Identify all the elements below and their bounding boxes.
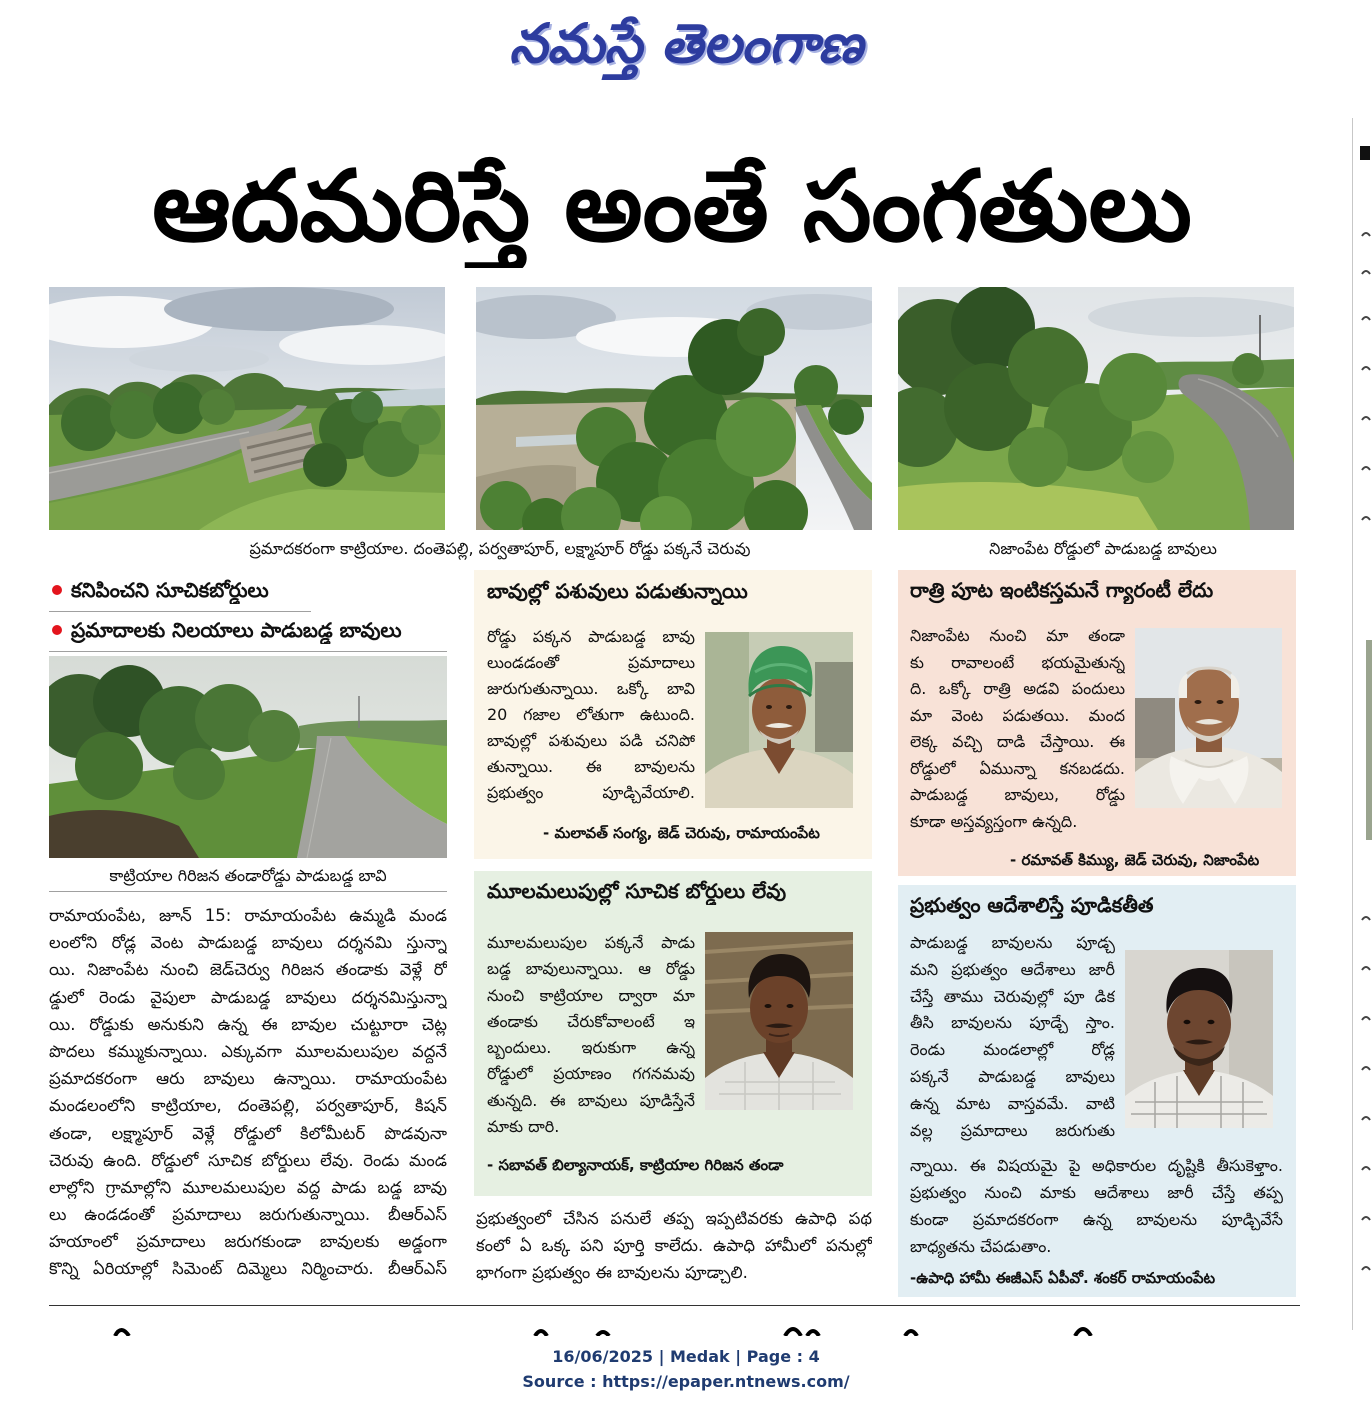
text-line: కంలో ఏ ఒక్క పని పూర్తి కాలేదు. ఉపాధి హామీలో పనుల్లో	[476, 1236, 872, 1255]
text-line: లెక్క వచ్చి దాడి చేస్తాయి. ఈ	[910, 732, 1125, 751]
text-line: జురుగుతున్నాయి. ఒక్కో బావి	[487, 679, 695, 698]
text-line: తున్నాయి. ఈ బావులను	[487, 757, 695, 776]
text-line: ప్రభుత్వం నుంచి మాకు ఆదేశాలు జారీ చేస్తే తప్ప	[910, 1183, 1283, 1202]
text-line: లుండడంతో ప్రమాదాలు	[487, 653, 695, 672]
portrait-malavath-sangya	[705, 632, 853, 808]
footer-source-link[interactable]: Source : https://epaper.ntnews.com/	[522, 1372, 850, 1391]
text-line: బావుల్లో పశువులు పడి చనిపో	[487, 731, 695, 750]
portrait-image	[705, 932, 853, 1110]
text-line: మూలమలుపుల పక్కనే పాడు	[487, 933, 695, 952]
highlight-text: ప్రమాదాలకు నిలయాలు పాడుబడ్డ బావులు	[71, 618, 402, 642]
text-line: తీసి బావులను పూడ్చే స్తాం.	[910, 1013, 1115, 1033]
text-line: మా వెంట పడుతయి. మంద	[910, 705, 1125, 725]
text-line: బాధ్యతను చేపడుతాం.	[910, 1237, 1052, 1256]
text-line: చేస్తే తాము చెరువుల్లో పూ డిక	[910, 986, 1115, 1006]
divider	[49, 611, 311, 612]
photo-caption-road-ponds: ప్రమాదకరంగా కాట్రియాల. దంతెపల్లి, పర్వతాపూర్, లక్ష్మాపూర్ రోడ్డు పక్కనే చెరువు	[249, 539, 751, 558]
text-line: హయాంలో ప్రమాదాలు జరుగకుండా బావులకు అడ్డంగా	[49, 1232, 447, 1252]
footer-edition-line: 16/06/2025 | Medak | Page : 4	[552, 1347, 820, 1366]
text-line: రెండు మండలాల్లో రోడ్ల	[910, 1040, 1115, 1060]
page-headline: ఆదమరిస్తే అంతే సంగతులు	[152, 150, 1192, 264]
bullet-dot	[52, 625, 62, 635]
quote-heading: మూలమలుపుల్లో సూచిక బోర్డులు లేవు	[487, 879, 787, 903]
text-line: పాడుబడ్డ బావులు, రోడ్డు	[910, 785, 1125, 804]
highlight-item	[49, 616, 447, 644]
quote-heading: ప్రభుత్వం ఆదేశాలిస్తే పూడికతీత	[910, 893, 1154, 917]
portrait-ramavath-kimyu	[1135, 628, 1282, 808]
masthead-logo: నమస్తే తెలంగాణ	[509, 12, 863, 75]
text-line: ప్రభుత్వం పూడ్చివేయాలి.	[487, 783, 695, 802]
text-line: కు రావాలంటే భయమైతున్న	[910, 652, 1125, 672]
text-line: బడ్డ బావులున్నాయి. ఆ రోడ్డు	[487, 959, 695, 979]
divider	[49, 651, 447, 652]
text-line: తండా, లక్ష్మాపూర్ వెళ్లే రోడ్డులో కిలోమీటర్ పొడవునా	[49, 1123, 447, 1143]
text-line: తండాకు చేరుకోవాలంటే ఇ	[487, 1011, 695, 1031]
text-line: డ్డులో రెండు వైపులా పాడుబడ్డ బావులు దర్శనమిస్తున్నా	[49, 987, 447, 1007]
text-line: కొన్ని ఏరియాల్లో సిమెంట్ దిమ్మెలు నిర్మించారు. బీఆర్‌ఎస్	[49, 1259, 447, 1279]
text-line: లంలోని రోడ్ల వెంట పాడుబడ్డ బావులు దర్శనమి స్తున్నా	[49, 933, 447, 953]
text-line: రామాయంపేట, జూన్ 15: రామాయంపేట ఉమ్మడి మండ	[49, 906, 447, 925]
divider	[49, 891, 447, 892]
text-line: పక్కనే పాడుబడ్డ బావులు	[910, 1066, 1115, 1086]
text-line: మాకు దారి.	[487, 1117, 560, 1137]
landscape-image	[49, 287, 445, 530]
text-line: రోడ్డు పక్కన పాడుబడ్డ బావు	[487, 627, 695, 646]
quote-attribution: -ఉపాధి హామీ ఈజీఎస్ ఏపీవో. శంకర్ రామాయంపేట	[910, 1269, 1216, 1287]
highlight-text: కనిపించని సూచికబోర్డులు	[71, 578, 269, 602]
text-line: 20 గజాల లోతుగా ఉటుంది.	[487, 705, 695, 724]
text-line: ఉన్న మాట వాస్తవమే. వాటి	[910, 1093, 1115, 1113]
text-line: కుండా ప్రమాదకరంగా ఉన్న బావులను పూడ్చివేసే	[910, 1210, 1283, 1229]
text-line: లాల్లోని గ్రామాల్లోని మూలమలుపుల వద్ద పాడు బడ్డ బావు	[49, 1177, 447, 1197]
photo-roadside-shrubs	[476, 287, 872, 530]
quote-text	[910, 623, 1125, 835]
portrait-sabavath-bilyanayak	[705, 932, 853, 1110]
text-line: పాడుబడ్డ బావులను పూడ్చ	[910, 933, 1115, 952]
text-line: కూడా అస్తవ్యస్తంగా ఉన్నది.	[910, 811, 1078, 831]
bullet-dot	[52, 585, 62, 595]
quote-heading: రాత్రి పూట ఇంటికస్తమనే గ్యారంటీ లేదు	[910, 578, 1214, 602]
text-line: పొదలు కమ్ముకున్నాయి. ఎక్కువగా మూలమలుపుల వద్దనే	[49, 1041, 447, 1061]
next-article-fragment	[49, 1314, 1300, 1336]
portrait-image	[1135, 628, 1282, 808]
landscape-image	[49, 656, 447, 858]
main-story-continuation	[476, 1205, 872, 1286]
quote-attribution: - మలావత్ సంగ్య, జెడ్ చెరువు, రామాయంపేట	[543, 824, 820, 842]
text-line: ప్రభుత్వంలో చేసిన పనులే తప్ప ఇప్పటివరకు ఉపాధి పథ	[476, 1209, 872, 1228]
text-line: ది. ఒక్కో రాత్రి అడవి పందులు	[910, 679, 1125, 698]
portrait-image	[705, 632, 853, 808]
main-story-body	[49, 902, 447, 1283]
text-line: ప్రమాదకరంగా ఆరు బావులు ఉన్నాయి. రామాయంపేట	[49, 1069, 447, 1089]
quote-attribution: - సబావత్ బిల్యానాయక్, కాట్రియాల గిరిజన తండా	[487, 1156, 784, 1174]
photo-katriyala-road-pond	[49, 287, 445, 530]
landscape-image	[476, 287, 872, 530]
quote-text	[910, 1152, 1283, 1260]
landscape-image	[898, 287, 1294, 530]
quote-text	[910, 930, 1115, 1144]
text-line: లు ఉండడంతో ప్రమాదాలు జరుగుతున్నాయి. బీఆర్‌ఎస్	[49, 1205, 447, 1225]
adjacent-page-fragment	[1354, 140, 1372, 1320]
text-line: వల్ల ప్రమాదాలు జరుగుతు	[910, 1120, 1115, 1140]
text-line: యి. నిజాంపేట నుంచి జెడ్‌చెర్వు గిరిజన తండాకు వెళ్లే రో	[49, 960, 447, 980]
photo-caption-nizampet-wells: నిజాంపేట రోడ్డులో పాడుబడ్డ బావులు	[989, 539, 1217, 558]
highlight-item	[49, 576, 311, 604]
text-line: మండలంలోని కాట్రియాల, దంతెపల్లి, పర్వతాపూర్, కిషన్	[49, 1096, 447, 1116]
adjacent-page-border	[1352, 118, 1353, 1330]
photo-nizampet-road-wells	[898, 287, 1294, 530]
text-line: నుంచి కాట్రియాల ద్వారా మా	[487, 985, 695, 1005]
text-line: బ్బందులు. ఇరుకుగా ఉన్న	[487, 1038, 695, 1058]
photo-tanda-road-well	[49, 656, 447, 858]
page-bottom-divider	[49, 1305, 1300, 1306]
portrait-shankar-apo	[1125, 950, 1273, 1128]
quote-text	[487, 624, 695, 806]
portrait-image	[1125, 950, 1273, 1128]
photo-caption-tanda-road-well: కాట్రియాల గిరిజన తండారోడ్డు పాడుబడ్డ బావి	[109, 866, 387, 885]
text-line: చెరువు ఉంది. రోడ్డులో సూచిక బోర్డులు లేవు. రెండు మండ	[49, 1150, 447, 1170]
text-line: నిజాంపేట నుంచి మా తండా	[910, 626, 1125, 645]
quote-attribution: - రమావత్ కిమ్యు, జెడ్ చెరువు, నిజాంపేట	[1010, 851, 1260, 869]
text-line: యి. రోడ్డుకు అనుకుని ఉన్న ఈ బావుల చుట్టూరా చెట్ల	[49, 1014, 447, 1034]
text-line: రోడ్డులో ఏమున్నా కనబడదు.	[910, 758, 1125, 778]
text-line: భాగంగా ప్రభుత్వం ఈ బావులను పూడ్చాలి.	[476, 1263, 748, 1282]
text-line: న్నాయి. ఈ విషయమై పై అధికారుల దృష్టికి తీసుకెళ్తాం.	[910, 1156, 1283, 1175]
text-line: మని ప్రభుత్వం ఆదేశాలు జారీ	[910, 959, 1115, 979]
text-line: రోడ్డులో ప్రయాణం గగనమవు	[487, 1064, 695, 1084]
quote-heading: బావుల్లో పశువులు పడుతున్నాయి	[487, 579, 748, 603]
quote-text	[487, 930, 695, 1140]
text-line: తున్నది. ఈ బావులు పూడిస్తేనే	[487, 1090, 695, 1110]
